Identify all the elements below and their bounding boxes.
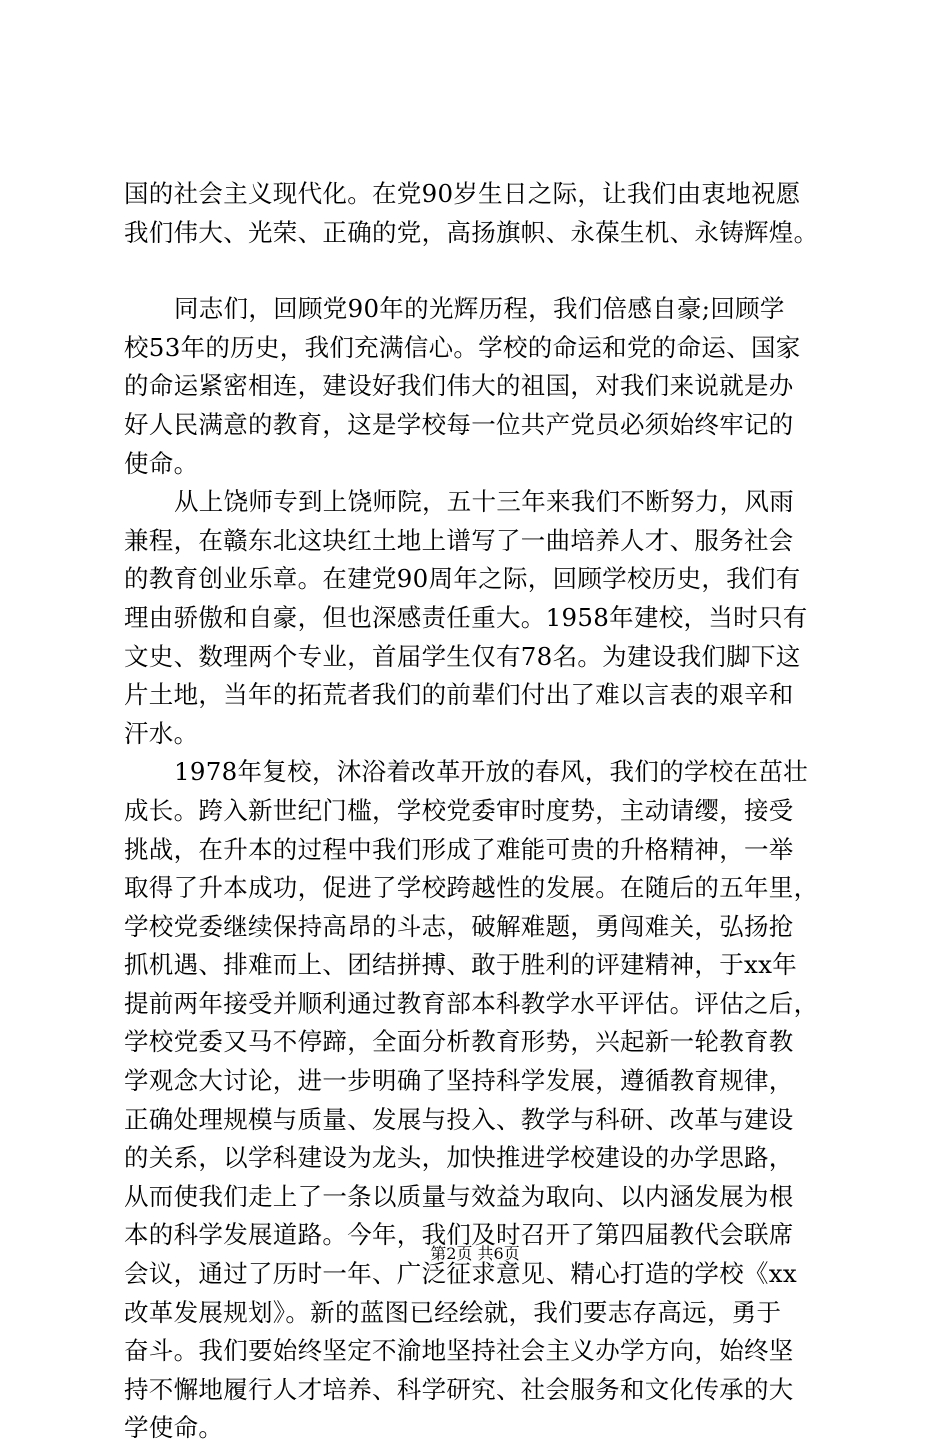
text-line: 奋斗。我们要始终坚定不渝地坚持社会主义办学方向，始终坚: [124, 1336, 794, 1366]
text-line: 学观念大讨论，进一步明确了坚持科学发展，遵循教育规律，: [124, 1066, 794, 1096]
text-line: 正确处理规模与质量、发展与投入、教学与科研、改革与建设: [124, 1104, 794, 1134]
text-line: 使命。: [124, 448, 199, 478]
text-line: 兼程，在赣东北这块红土地上谱写了一曲培养人才、服务社会: [124, 525, 794, 555]
text-line: 的教育创业乐章。在建党90周年之际，回顾学校历史，我们有: [124, 564, 801, 594]
text-line: 学校党委继续保持高昂的斗志，破解难题，勇闯难关，弘扬抢: [124, 911, 794, 941]
text-line: 的命运紧密相连，建设好我们伟大的祖国，对我们来说就是办: [124, 371, 794, 401]
text-line: 文史、数理两个专业，首届学生仅有78名。为建设我们脚下这: [124, 641, 801, 671]
text-line: 提前两年接受并顺利通过教育部本科教学水平评估。评估之后，: [124, 988, 819, 1018]
text-line: 好人民满意的教育，这是学校每一位共产党员必须始终牢记的: [124, 409, 794, 439]
paragraph-1: [124, 175, 840, 252]
paragraph-3: [124, 483, 840, 753]
page-footer: [0, 1244, 950, 1264]
text-line: 的关系，以学科建设为龙头，加快推进学校建设的办学思路，: [124, 1143, 794, 1173]
page-number: 第2页 共6页: [430, 1244, 520, 1263]
text-line: 改革发展规划》。新的蓝图已经绘就，我们要志存高远，勇于: [124, 1297, 782, 1327]
text-line: 国的社会主义现代化。在党90岁生日之际，让我们由衷地祝愿: [124, 179, 801, 208]
paragraph-gap: [124, 252, 840, 290]
text-line: 会议，通过了历时一年、广泛征求意见、精心打造的学校《xx: [124, 1259, 798, 1289]
text-line: 理由骄傲和自豪，但也深感责任重大。1958年建校，当时只有: [124, 602, 808, 632]
text-line: 成长。跨入新世纪门槛，学校党委审时度势，主动请缨，接受: [124, 795, 794, 825]
text-line: 抓机遇、排难而上、团结拼搏、敢于胜利的评建精神，于xx年: [124, 950, 798, 980]
text-line: 汗水。: [124, 718, 199, 748]
text-line: 学使命。: [124, 1413, 224, 1443]
text-line: 同志们，回顾党90年的光辉历程，我们倍感自豪;回顾学: [174, 294, 785, 324]
text-line: 片土地，当年的拓荒者我们的前辈们付出了难以言表的艰辛和: [124, 680, 794, 710]
text-line: 持不懈地履行人才培养、科学研究、社会服务和文化传承的大: [124, 1374, 794, 1404]
text-line: 我们伟大、光荣、正确的党，高扬旗帜、永葆生机、永铸辉煌。: [124, 217, 819, 247]
text-line: 1978年复校，沐浴着改革开放的春风，我们的学校在茁壮: [174, 757, 808, 787]
paragraph-2: [124, 290, 840, 483]
text-line: 从上饶师专到上饶师院，五十三年来我们不断努力，风雨: [174, 487, 794, 517]
text-line: 校53年的历史，我们充满信心。学校的命运和党的命运、国家: [124, 332, 801, 362]
text-line: 学校党委又马不停蹄，全面分析教育形势，兴起新一轮教育教: [124, 1027, 794, 1057]
text-line: 从而使我们走上了一条以质量与效益为取向、以内涵发展为根: [124, 1181, 794, 1211]
text-line: 本的科学发展道路。今年，我们及时召开了第四届教代会联席: [124, 1220, 794, 1250]
text-line: 取得了升本成功，促进了学校跨越性的发展。在随后的五年里，: [124, 873, 819, 903]
text-line: 挑战，在升本的过程中我们形成了难能可贵的升格精神，一举: [124, 834, 794, 864]
